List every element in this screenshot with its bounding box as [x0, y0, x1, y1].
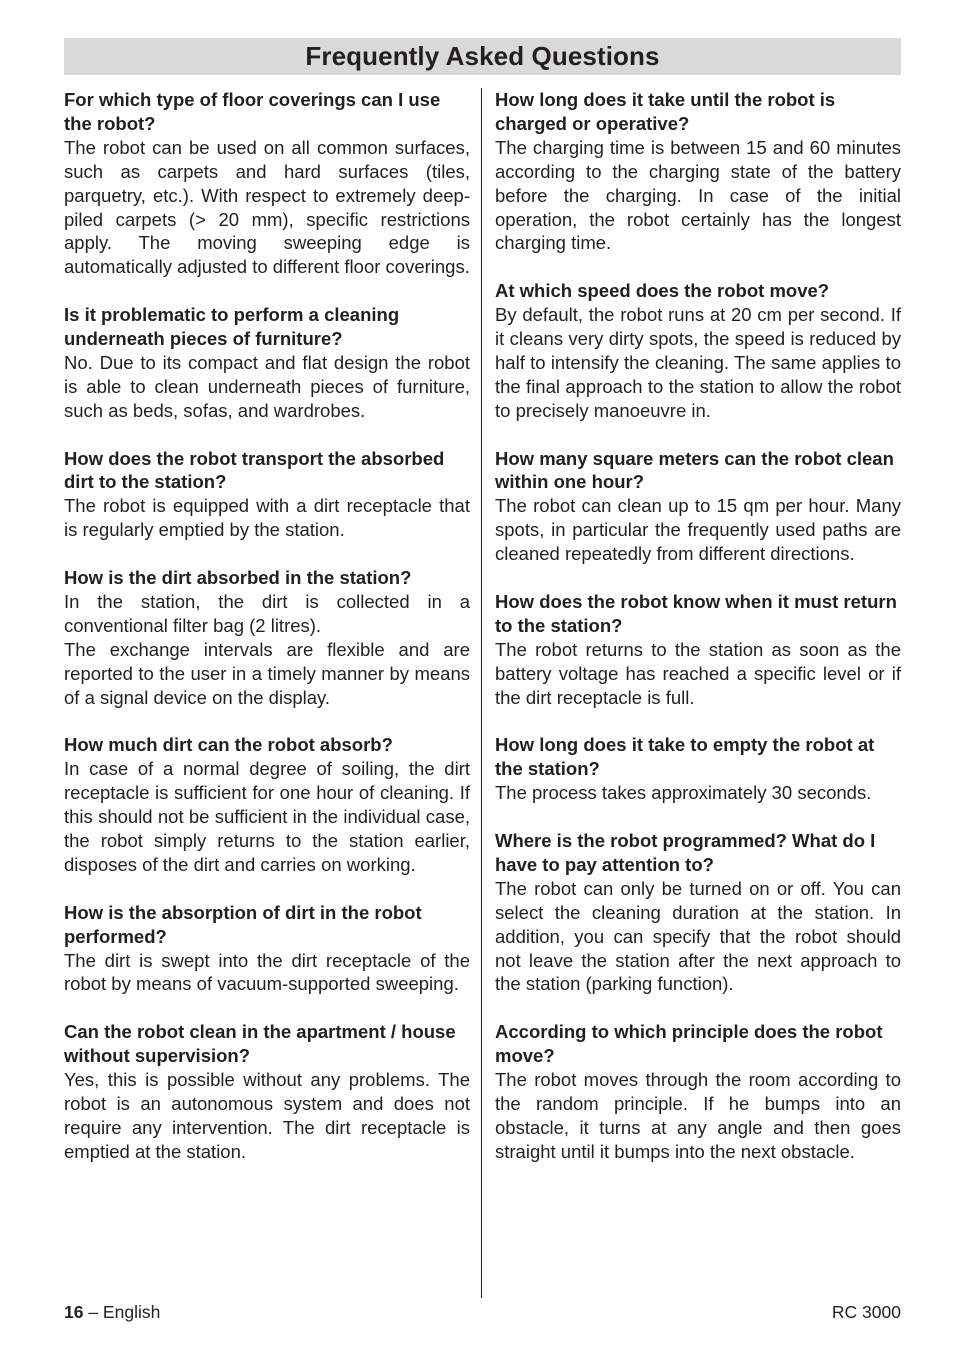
faq-question: Is it problematic to perform a cleaning underneath pieces of furniture?	[64, 304, 400, 350]
faq-answer: In case of a normal degree of soiling, the dirt receptacle is sufficient for one hour of cleaning. If this should not be sufficient in the individual case, the robot simply returns to the station earlier, disposes of the dirt and carries on working.	[64, 758, 470, 875]
faq-item	[495, 279, 901, 422]
faq-answer: By default, the robot runs at 20 cm per second. If it cleans very dirty spots, the speed is reduced by half to intensify the cleaning. The same applies to the final approach to the station to allow the robot to precisely manoeuvre in.	[495, 304, 901, 421]
faq-item	[495, 447, 901, 567]
faq-item	[64, 566, 470, 709]
faq-item	[495, 1020, 901, 1163]
faq-answer: The robot moves through the room according to the random principle. If he bumps into an obstacle, it turns at any angle and then goes straight until it bumps into the next obstacle.	[495, 1069, 901, 1162]
footer-language: – English	[83, 1302, 161, 1322]
faq-item	[495, 88, 901, 255]
faq-question: How many square meters can the robot clean within one hour?	[495, 447, 894, 493]
page-title: Frequently Asked Questions	[305, 41, 660, 71]
left-column	[64, 88, 470, 1188]
faq-item	[495, 733, 901, 805]
faq-item	[64, 88, 470, 279]
faq-question: Where is the robot programmed? What do I have to pay attention to?	[495, 830, 876, 875]
faq-item	[495, 829, 901, 996]
faq-answer: No. Due to its compact and flat design the robot is able to clean underneath pieces of furniture, such as beds, sofas, and wardrobes.	[64, 351, 470, 421]
faq-item	[64, 303, 470, 423]
faq-answer: The charging time is between 15 and 60 minutes according to the charging state of the battery before the charging. In case of the initial operation, the robot certainly has the longest charging time.	[495, 136, 901, 254]
faq-question: How long does it take to empty the robot at the station?	[495, 734, 875, 780]
column-divider	[481, 88, 482, 1298]
faq-answer: The robot can be used on all common surfaces, such as carpets and hard surfaces (tiles, parquetry, etc.). With respect to extremely deep-piled carpets (> 20 mm), specific restrictions apply. The moving sweeping edge is automatically adjusted to different floor coverings.	[64, 136, 470, 278]
faq-answer: The robot is equipped with a dirt receptacle that is regularly emptied by the station.	[64, 495, 470, 541]
faq-question: How long does it take until the robot is charged or operative?	[495, 89, 836, 134]
faq-question: How does the robot know when it must return to the station?	[495, 590, 897, 636]
faq-answer: In the station, the dirt is collected in a conventional filter bag (2 litres).	[64, 590, 470, 636]
faq-question: How is the dirt absorbed in the station?	[64, 567, 412, 589]
faq-question: At which speed does the robot move?	[495, 280, 830, 302]
faq-item	[64, 901, 470, 997]
right-column	[495, 88, 901, 1188]
faq-answer: The dirt is swept into the dirt receptacle of the robot by means of vacuum-supported sweeping.	[64, 949, 470, 995]
faq-answer-continued: The exchange intervals are flexible and are reported to the user in a timely manner by means of a signal device on the display.	[64, 638, 470, 708]
faq-question: For which type of floor coverings can I use the robot?	[64, 89, 441, 134]
faq-question: How does the robot transport the absorbed dirt to the station?	[64, 447, 445, 493]
faq-item	[64, 733, 470, 876]
faq-question: How is the absorption of dirt in the robot performed?	[64, 901, 422, 947]
faq-answer: The robot can clean up to 15 qm per hour. Many spots, in particular the frequently used paths are cleaned repeatedly from different directions.	[495, 495, 901, 565]
faq-item	[495, 590, 901, 710]
faq-item	[64, 447, 470, 543]
faq-answer: The robot returns to the station as soon as the battery voltage has reached a specific level or if the dirt receptacle is full.	[495, 638, 901, 708]
faq-question: How much dirt can the robot absorb?	[64, 734, 393, 756]
page-footer-left	[64, 1301, 160, 1323]
faq-answer: Yes, this is possible without any problems. The robot is an autonomous system and does not require any intervention. The dirt receptacle is emptied at the station.	[64, 1069, 470, 1162]
footer-model: RC 3000	[831, 1302, 901, 1322]
faq-answer: The robot can only be turned on or off. You can select the cleaning duration at the station. In addition, you can specify that the robot should not leave the station after the next approach to the station (parking function).	[495, 877, 901, 995]
faq-question: Can the robot clean in the apartment / house without supervision?	[64, 1021, 456, 1067]
faq-item	[64, 1020, 470, 1163]
page-number: 16	[64, 1302, 84, 1322]
faq-question: According to which principle does the robot move?	[495, 1021, 883, 1067]
faq-answer: The process takes approximately 30 seconds.	[495, 782, 872, 804]
title-bar	[64, 38, 901, 75]
